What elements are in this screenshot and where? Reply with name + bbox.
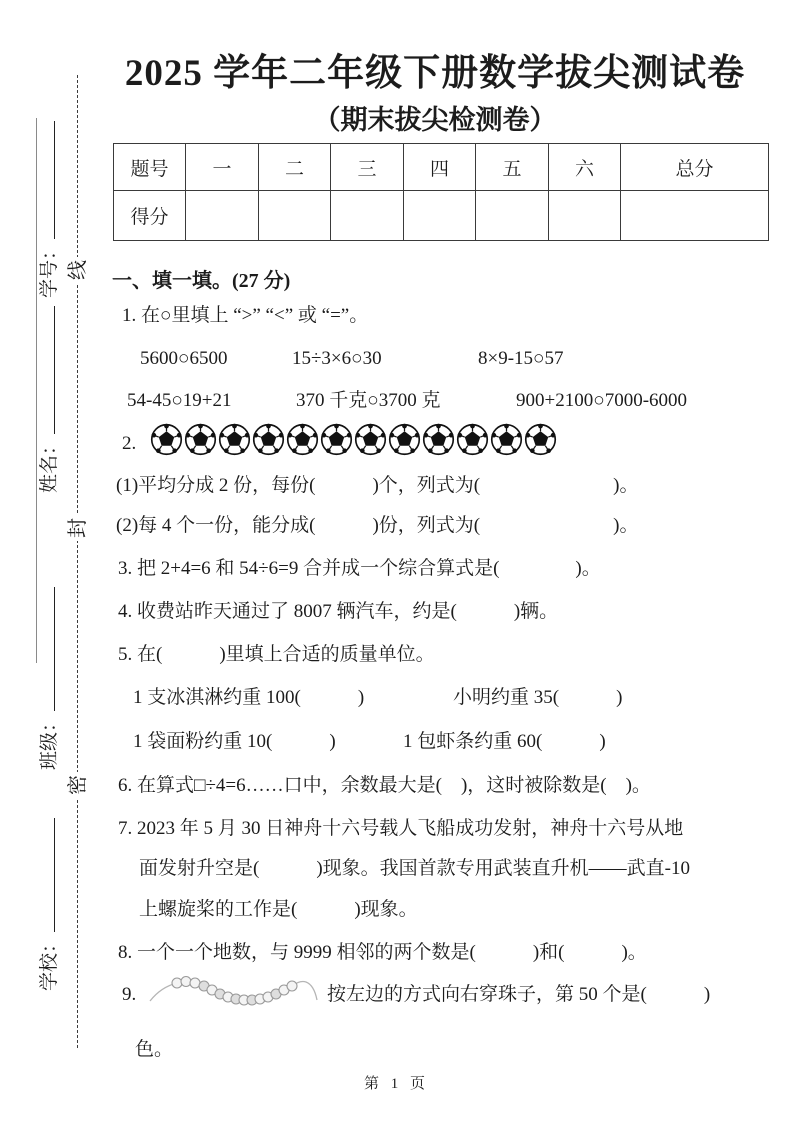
question-3: 3. 把 2+4=6 和 54÷6=9 合并成一个综合算式是( )。: [118, 558, 601, 579]
soccer-ball-icon: [320, 423, 353, 456]
student-number-field: [34, 112, 60, 298]
question-6: 6. 在算式□÷4=6……口中，余数最大是( )，这时被除数是( )。: [118, 775, 651, 796]
score-row-label: 得分: [114, 191, 186, 241]
score-cell: [186, 191, 259, 241]
question-2-sub2: (2)每 4 个一份，能分成( )份，列式为( )。: [116, 515, 639, 536]
question-2-sub1: (1)平均分成 2 份，每份( )个，列式为( )。: [116, 475, 639, 496]
beads: [172, 977, 297, 1006]
question-2-number: 2.: [122, 433, 137, 454]
question-5: 5. 在( )里填上合适的质量单位。: [118, 644, 435, 665]
question-7-line3: 上螺旋桨的工作是( )现象。: [139, 899, 418, 920]
score-table-header-cell: 二: [259, 144, 331, 191]
question-7-line2: 面发射升空是( )现象。我国首款专用武装直升机——武直-10: [139, 858, 690, 879]
q5-item: 1 支冰淇淋约重 100( ): [133, 687, 365, 708]
soccer-ball-icon: [490, 423, 523, 456]
question-9-number: 9.: [122, 984, 137, 1005]
score-table-header-cell: 三: [331, 144, 404, 191]
question-8: 8. 一个一个地数，与 9999 相邻的两个数是( )和( )。: [118, 942, 647, 963]
question-9-text: 按左边的方式向右穿珠子，第 50 个是( ): [327, 984, 711, 1005]
soccer-ball-icon: [218, 423, 251, 456]
q5-item: 1 包虾条约重 60( ): [403, 731, 606, 752]
beads-image: [147, 969, 319, 1015]
page-number: 第 1 页: [363, 1076, 429, 1092]
score-cell: [621, 191, 769, 241]
q5-item: 小明约重 35( ): [453, 687, 623, 708]
q1-expression: 5600○6500: [140, 348, 228, 369]
soccer-ball-icon: [150, 423, 183, 456]
section-heading: 一、填一填。(27 分): [112, 270, 291, 292]
seal-dashed-line: [77, 75, 78, 1048]
soccer-ball-icon: [388, 423, 421, 456]
score-cell: [476, 191, 549, 241]
question-7-line1: 7. 2023 年 5 月 30 日神舟十六号载人飞船成功发射，神舟十六号从地: [118, 818, 684, 839]
score-table: [113, 143, 769, 241]
question-4: 4. 收费站昨天通过了 8007 辆汽车，约是( )辆。: [118, 601, 559, 622]
score-table-score-row: [114, 191, 769, 241]
soccer-ball-icon: [354, 423, 387, 456]
q1-expression: 8×9-15○57: [478, 348, 564, 369]
q1-expression: 370 千克○3700 克: [296, 390, 441, 411]
score-table-header-row: [114, 144, 769, 191]
school-field: [34, 809, 60, 991]
class-label: 班级：: [39, 712, 60, 770]
q1-expression: 15÷3×6○30: [292, 348, 382, 369]
score-table-header-cell: 题号: [114, 144, 186, 191]
seal-char-xian: 线: [66, 257, 90, 283]
score-table-header-cell: 总分: [621, 144, 769, 191]
name-field: [34, 297, 60, 493]
name-blank: [40, 306, 55, 434]
class-blank: [40, 587, 55, 711]
score-cell: [404, 191, 476, 241]
soccer-ball-icon: [286, 423, 319, 456]
score-cell: [549, 191, 621, 241]
q5-item: 1 袋面粉约重 10( ): [133, 731, 336, 752]
soccer-ball-icon: [524, 423, 557, 456]
score-table-header-cell: 一: [186, 144, 259, 191]
score-table-header-cell: 六: [549, 144, 621, 191]
score-table-header-cell: 四: [404, 144, 476, 191]
name-label: 姓名：: [39, 435, 60, 493]
seal-char-mi: 密: [66, 772, 90, 798]
school-label: 学校：: [39, 933, 60, 991]
student-number-label: 学号：: [39, 240, 60, 298]
question-9-text2: 色。: [135, 1039, 174, 1060]
soccer-ball-icon: [422, 423, 455, 456]
q1-expression: 54-45○19+21: [127, 390, 232, 411]
soccer-ball-icon: [184, 423, 217, 456]
soccer-ball-icon: [456, 423, 489, 456]
student-number-blank: [40, 121, 55, 239]
score-cell: [259, 191, 331, 241]
page-subtitle: （期末拔尖检测卷）: [313, 105, 557, 135]
score-cell: [331, 191, 404, 241]
seal-char-feng: 封: [66, 515, 90, 541]
school-blank: [40, 818, 55, 932]
page-title: 2025 学年二年级下册数学拔尖测试卷: [124, 53, 746, 94]
q1-expression: 900+2100○7000-6000: [516, 390, 688, 411]
soccer-balls-image: [150, 423, 558, 456]
score-table-header-cell: 五: [476, 144, 549, 191]
question-1: 1. 在○里填上 “>” “<” 或 “=”。: [122, 305, 369, 326]
soccer-ball-icon: [252, 423, 285, 456]
class-field: [34, 578, 60, 770]
